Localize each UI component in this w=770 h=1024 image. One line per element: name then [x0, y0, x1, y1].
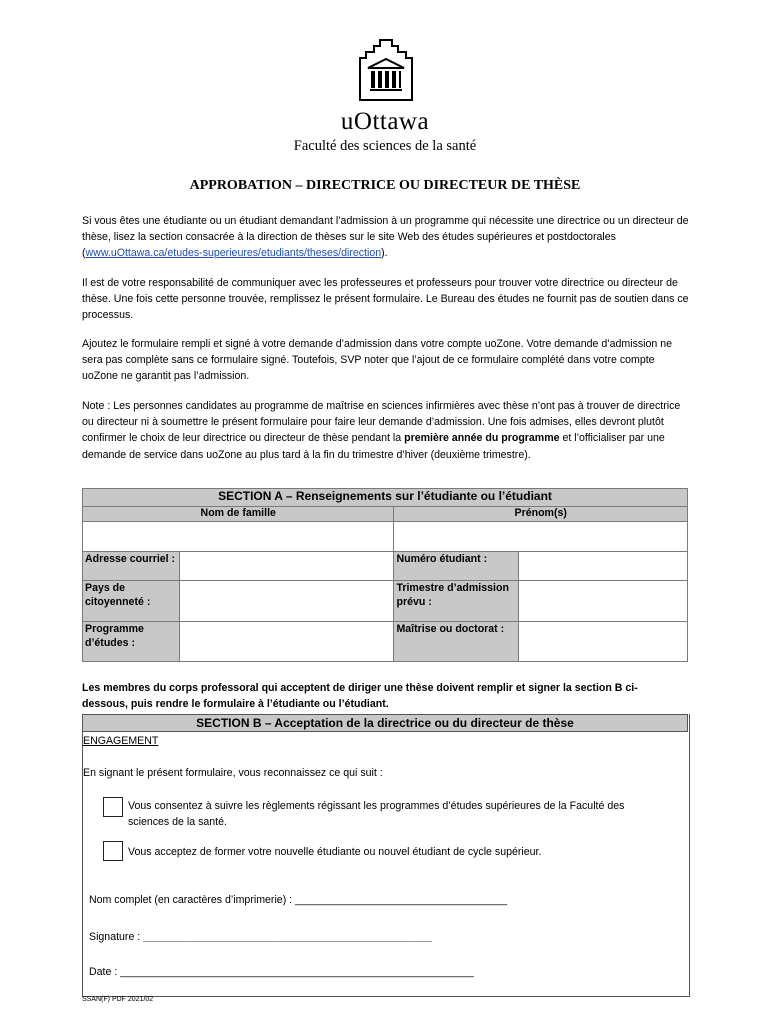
section-a-table [82, 488, 688, 662]
last-name-header: Nom de famille [83, 507, 394, 522]
engagement-intro: En signant le présent formulaire, vous reconnaissez ce qui suit : [83, 767, 383, 779]
student-number-field[interactable] [519, 552, 688, 581]
intro-paragraph-2: Il est de votre responsabilité de communiquer avec les professeures et professeurs pour trouver votre directrice ou directeur de thèse. Une fois cette personne trouvée, remplissez le présent formulaire. Le Bureau des études ne fournit pas de soutien dans ce processus. [82, 277, 689, 322]
direction-link[interactable]: www.uOttawa.ca/etudes-superieures/etudiants/theses/direction [85, 247, 382, 260]
email-field[interactable] [179, 552, 394, 581]
first-name-field[interactable] [394, 522, 688, 552]
degree-field[interactable] [519, 622, 688, 662]
consent-regulations-checkbox[interactable] [103, 797, 123, 817]
date-field[interactable]: Date : ____________________________________________________________ [89, 966, 474, 978]
admission-term-field[interactable] [519, 581, 688, 622]
faculty-name: Faculté des sciences de la santé [293, 138, 477, 154]
accept-training-text: Vous acceptez de former votre nouvelle étudiante ou nouvel étudiant de cycle supérieur. [128, 846, 542, 858]
section-b-instructions: Les membres du corps professoral qui acceptent de diriger une thèse doivent remplir et signer la section B ci-dessous, puis rendre le formulaire à l’étudiante ou l’étudiant. [82, 682, 638, 711]
full-name-field[interactable]: Nom complet (en caractères d’imprimerie) : ____________________________________ [89, 894, 508, 906]
page-title: APPROBATION – DIRECTRICE OU DIRECTEUR DE THÈSE [189, 178, 581, 193]
intro-paragraph-3: Ajoutez le formulaire rempli et signé à votre demande d’admission dans votre compte uoZone. Votre demande d’admission ne sera pas complète sans ce formulaire signé. Toutefois, SVP noter que l’ajout de ce formulaire complété dans votre compte uoZone ne garantit pas l’admission. [82, 338, 673, 383]
program-field[interactable] [179, 622, 394, 662]
form-code-footer: SSAN(F) PDF 2021/02 [82, 996, 154, 1003]
last-name-field[interactable] [83, 522, 394, 552]
consent-regulations-text: Vous consentez à suivre les règlements régissant les programmes d’études supérieures de la Faculté des sciences de la santé. [128, 800, 625, 829]
intro-paragraph-4: Note : Les personnes candidates au programme de maîtrise en sciences infirmières avec thèse n’ont pas à trouver de directrice ou directeur ni à soumettre le présent formulaire pour faire leur demande d’admission. Une fois admises, elles devront plutôt confirmer le choix de leur directrice ou directeur de thèse pendant la première année du programme et l’officialiser par une demande de service dans uoZone au plus tard à la fin du trimestre d’hiver (deuxième trimestre). [82, 400, 681, 461]
first-name-header: Prénom(s) [394, 507, 688, 522]
brand-name: uOttawa [340, 108, 430, 135]
signature-field[interactable]: Signature : _________________________________________________ [89, 931, 432, 943]
admission-term-label: Trimestre d’admission prévu : [394, 581, 519, 622]
citizenship-label: Pays de citoyenneté : [83, 581, 180, 622]
student-number-label: Numéro étudiant : [394, 552, 519, 581]
section-b-title: SECTION B – Acceptation de la directrice ou du directeur de thèse [82, 714, 688, 732]
intro-paragraph-1: Si vous êtes une étudiante ou un étudiant demandant l’admission à un programme qui nécessite une directrice ou un directeur de thèse, lisez la section consacrée à la direction de thèses sur le site Web des études supérieures et postdoctorales (www.uOttawa.ca/etudes-superieures/etudiants/theses/direction). [82, 215, 689, 260]
email-label: Adresse courriel : [83, 552, 180, 581]
uottawa-logo-icon [358, 38, 414, 102]
degree-label: Maîtrise ou doctorat : [394, 622, 519, 662]
citizenship-field[interactable] [179, 581, 394, 622]
accept-training-checkbox[interactable] [103, 841, 123, 861]
section-a-title: SECTION A – Renseignements sur l’étudiante ou l’étudiant [83, 489, 688, 507]
engagement-heading: ENGAGEMENT [83, 735, 159, 747]
program-label: Programme d’études : [83, 622, 180, 662]
